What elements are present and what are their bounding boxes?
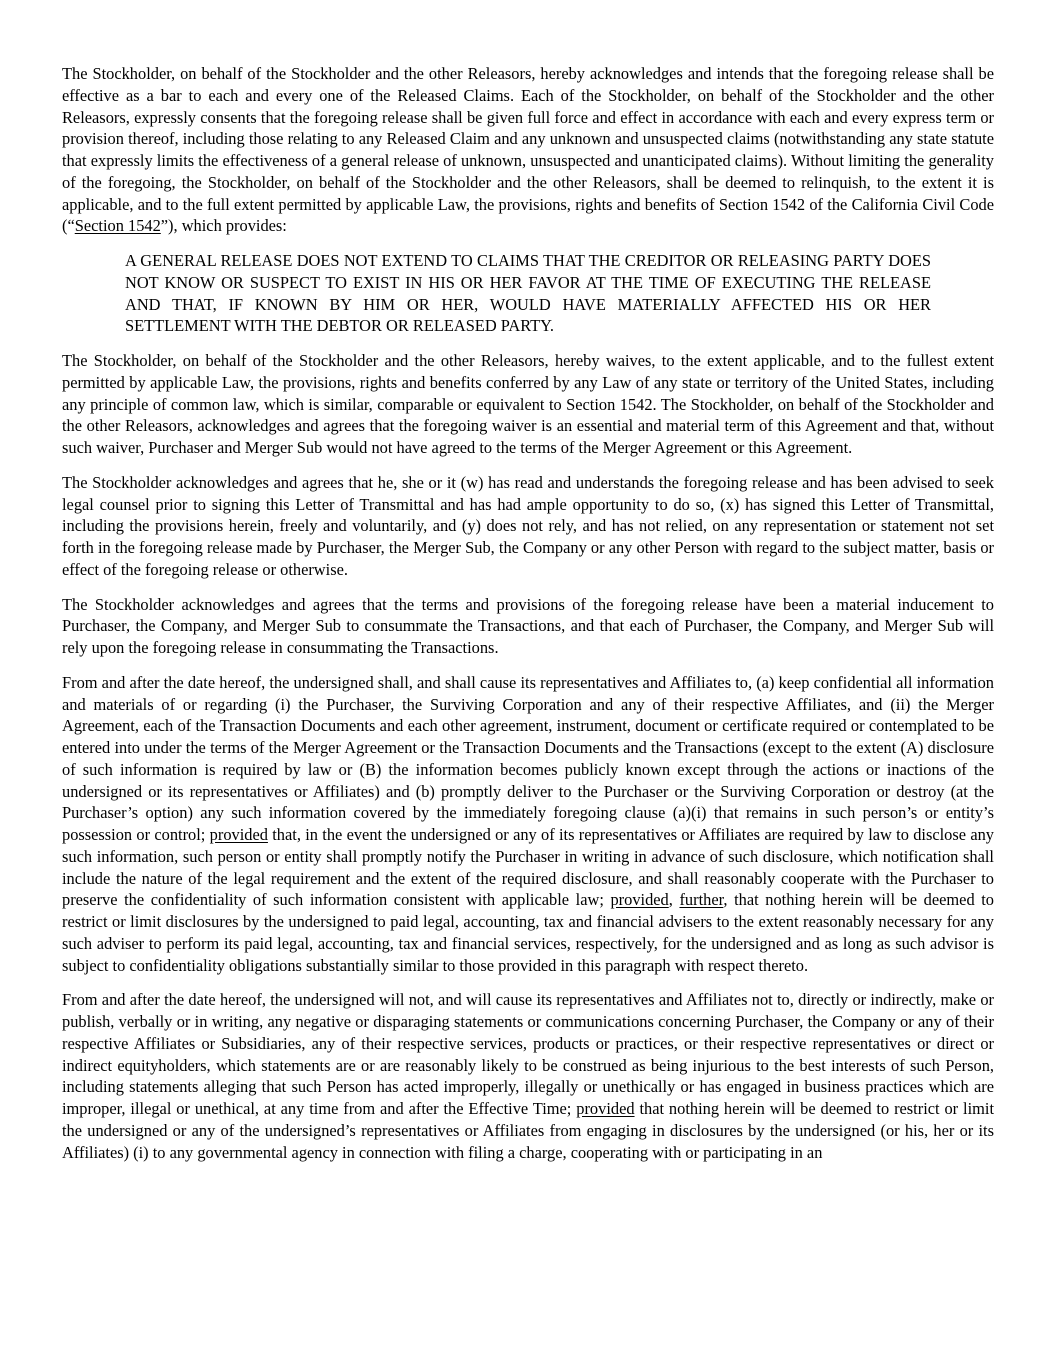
text-run: The Stockholder acknowledges and agrees that he, she or it (w) has read and understands the foregoing release and has been advised to seek legal counsel prior to signing this Letter of Transmittal and has had ample opportunity to do so, (x) has signed this Letter of Transmittal, including the provisions herein, freely and voluntarily, and (y) does not rely, and has not relied, on any representation or statement not set forth in the foregoing release made by Purchaser, the Merger Sub, the Company or any other Person with regard to the subject matter, basis or effect of the foregoing release or otherwise. xyxy=(62,472,994,579)
text-run: A GENERAL RELEASE DOES NOT EXTEND TO CLAIMS THAT THE CREDITOR OR RELEASING PARTY DOES NOT KNOW OR SUSPECT TO EXIST IN HIS OR HER FAVOR AT THE TIME OF EXECUTING THE RELEASE AND THAT, IF KNOWN BY HIM OR HER, WOULD HAVE MATERIALLY AFFECTED HIS OR HER SETTLEMENT WITH THE DEBTOR OR RELEASED PARTY. xyxy=(125,251,931,336)
text-run: that, in the event the undersigned or any of its representatives or Affiliates are required by law to disclose any such information, such person or entity shall promptly notify the Purchaser in writing in advance of such disclosure, which notification shall include the nature of the legal requirement and the extent of the required disclosure, and shall reasonably cooperate with the Purchaser to preserve the confidentiality of such information consistent with applicable law; xyxy=(62,825,995,910)
underlined-term: provided xyxy=(209,825,268,844)
paragraph xyxy=(62,989,994,1163)
paragraph xyxy=(62,594,994,659)
text-run: The Stockholder, on behalf of the Stockholder and the other Releasors, hereby waives, to the extent applicable, and to the fullest extent permitted by applicable Law, the provisions, rights and benefits conferred by any Law of any state or territory of the United States, including any principle of common law, which is similar, comparable or equivalent to Section 1542. The Stockholder, on behalf of the Stockholder and the other Releasors, acknowledges and agrees that the foregoing waiver is an essential and material term of this Agreement and that, without such waiver, Purchaser and Merger Sub would not have agreed to the terms of the Merger Agreement or this Agreement. xyxy=(62,351,994,457)
text-run: ”), which provides: xyxy=(160,216,287,236)
paragraph xyxy=(62,63,994,237)
paragraph xyxy=(62,472,994,581)
text-run: , that nothing herein will be deemed to restrict or limit disclosures by the undersigned to paid legal, accounting, tax and financial advisers to the extent reasonably necessary for any such adviser to perform its paid legal, accounting, tax and financial services, respectively, for the undersigned and as long as such advisor is subject to confidentiality obligations substantially similar to those provided in this paragraph with respect thereto. xyxy=(62,890,994,975)
text-run: From and after the date hereof, the undersigned shall, and shall cause its representatives and Affiliates to, (a) keep confidential all information and materials of or regarding (i) the Purchaser, the Surviving Corporation and any of their respective Affiliates, and (ii) the Merger Agreement, each of the Transaction Documents and each other agreement, instrument, document or certificate required or contemplated to be entered into under the terms of the Merger Agreement or the Transaction Documents and the Transactions (except to the extent (A) disclosure of such information is required by law or (B) the information becomes publicly known except through the actions or inactions of the undersigned or its representatives or Affiliates) and (b) promptly deliver to the Purchaser or the Surviving Corporation or destroy (at the Purchaser’s option) any such information covered by the immediately foregoing clause (a)(i) that remains in such person’s or entity’s possession or control; xyxy=(62,672,994,844)
text-run: The Stockholder, on behalf of the Stockholder and the other Releasors, hereby acknowledges and intends that the foregoing release shall be effective as a bar to each and every one of the Released Claims. Each of the Stockholder, on behalf of the Stockholder and the other Releasors, expressly consents that the foregoing release shall be given full force and effect in accordance with each and every express term or provision thereof, including those relating to any Released Claim and any unknown and unsuspected claims (notwithstanding any state statute that expressly limits the effectiveness of a general release of unknown, unsuspected and unanticipated claims). Without limiting the generality of the foregoing, the Stockholder, on behalf of the Stockholder and the other Releasors, shall be deemed to relinquish, to the extent it is applicable, and to the full extent permitted by applicable Law, the provisions, rights and benefits of Section 1542 of the California Civil Code (“ xyxy=(62,64,994,236)
text-run: From and after the date hereof, the undersigned will not, and will cause its representatives and Affiliates not to, directly or indirectly, make or publish, verbally or in writing, any negative or disparaging statements or communications concerning Purchaser, the Company or any of their respective Affiliates or Subsidiaries, any of their respective services, products or practices, or their respective representatives or direct or indirect equityholders, which statements are or are reasonably likely to be construed as being injurious to the best interests of such Person, including statements alleging that such Person has acted improperly, illegally or unethically or has engaged in business practices which are improper, illegal or unethical, at any time from and after the Effective Time; xyxy=(62,990,994,1118)
text-run: that nothing herein will be deemed to restrict or limit the undersigned or any of the undersigned’s representatives or Affiliates from engaging in disclosures by the undersigned (or his, her or its Affiliates) (i) to any governmental agency in connection with filing a charge, cooperating with or participating in an xyxy=(62,1099,994,1162)
paragraph xyxy=(62,672,994,977)
statute-quote xyxy=(125,250,931,337)
document-page xyxy=(62,63,994,1176)
underlined-term: further xyxy=(679,890,724,910)
paragraph xyxy=(62,350,994,459)
underlined-term: provided xyxy=(610,890,669,910)
text-run: The Stockholder acknowledges and agrees that the terms and provisions of the foregoing release have been a material inducement to Purchaser, the Company, and Merger Sub to consummate the Transactions, and that each of Purchaser, the Company, and Merger Sub will rely upon the foregoing release in consummating the Transactions. xyxy=(62,594,994,657)
text-run: , xyxy=(668,890,680,910)
underlined-term: provided xyxy=(576,1099,635,1118)
underlined-term: Section 1542 xyxy=(74,216,161,236)
